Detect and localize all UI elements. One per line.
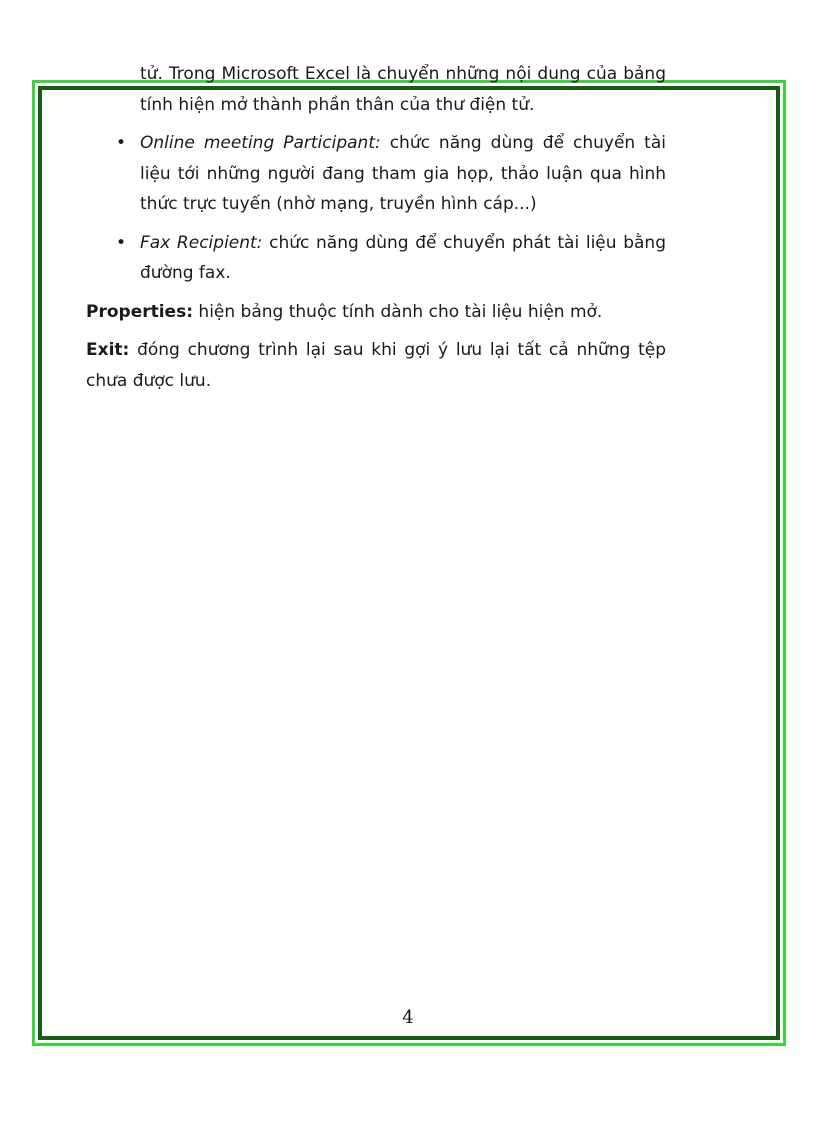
properties-paragraph (86, 297, 666, 328)
properties-text: hiện bảng thuộc tính dành cho tài liệu hiện mở. (193, 301, 603, 322)
exit-paragraph (86, 335, 666, 396)
properties-term: Properties: (86, 301, 194, 322)
bullet-icon: • (116, 133, 127, 153)
continuation-paragraph: tử. Trong Microsoft Excel là chuyển những nội dung của bảng tính hiện mở thành phần thân của thư điện tử. (140, 64, 666, 115)
page-number: 4 (402, 1007, 414, 1028)
exit-text: đóng chương trình lại sau khi gợi ý lưu lại tất cả những tệp chưa được lưu. (86, 340, 666, 391)
bullet-icon: • (116, 232, 127, 253)
bullet-text: chức năng dùng để chuyển phát tài liệu bằng đường fax. (140, 232, 666, 283)
list-item (86, 128, 666, 220)
bullet-term: Fax Recipient: (140, 232, 263, 253)
exit-term: Exit: (86, 340, 130, 360)
list-item (86, 228, 666, 289)
document-body (86, 59, 666, 396)
bullet-list (86, 128, 666, 289)
bullet-text: chức năng dùng để chuyển tài liệu tới những người đang tham gia họp, thảo luận qua hình thức trực tuyến (nhờ mạng, truyền hình cáp...) (140, 133, 666, 214)
bullet-term: Online meeting Participant: (140, 133, 381, 153)
